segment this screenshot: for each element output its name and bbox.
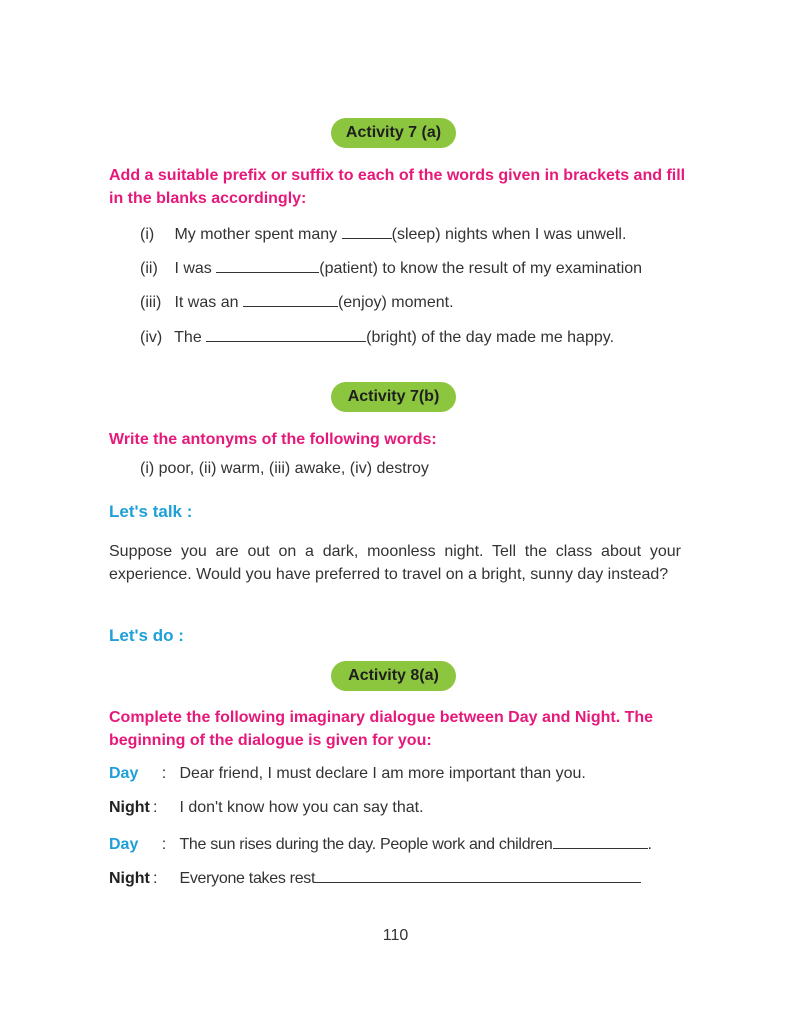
item-text-after: (enjoy) moment. xyxy=(337,294,454,311)
speaker-night: Night xyxy=(109,870,150,887)
fill-blank[interactable] xyxy=(342,224,392,239)
page-number: 110 xyxy=(382,927,409,944)
activity-7a-instruction: Add a suitable prefix or suffix to each of the words given in brackets and fill in the blanks accordingly: xyxy=(109,167,686,207)
item-text-before: The xyxy=(174,329,207,346)
fill-blank[interactable] xyxy=(315,868,641,883)
speaker-colon: : xyxy=(161,836,167,853)
item-text-after: (sleep) nights when I was unwell. xyxy=(391,226,627,243)
item-text-before: My mother spent many xyxy=(174,226,342,243)
antonym-words: (i) poor, (ii) warm, (iii) awake, (iv) destroy xyxy=(140,460,429,477)
dialogue-line-2 xyxy=(109,799,424,817)
activity-7a-item-3 xyxy=(140,292,454,312)
activity-7a-item-1 xyxy=(140,224,626,244)
item-number: (ii) xyxy=(140,260,158,277)
activity-7b-badge: Activity 7(b) xyxy=(331,382,456,412)
activity-7a-item-2 xyxy=(140,258,642,278)
speaker-colon: : xyxy=(153,870,158,887)
item-number: (iii) xyxy=(140,294,162,311)
activity-8a-badge: Activity 8(a) xyxy=(331,661,456,691)
item-text-after: (patient) to know the result of my examination xyxy=(319,260,643,277)
lets-talk-heading: Let's talk : xyxy=(109,502,193,521)
dialogue-text: Dear friend, I must declare I am more important than you. xyxy=(179,765,586,782)
item-number: (iv) xyxy=(140,329,163,346)
dialogue-text: The sun rises during the day. People work and children xyxy=(179,836,553,853)
activity-8a-instruction: Complete the following imaginary dialogue between Day and Night. The beginning of the dialogue is given for you: xyxy=(109,709,654,749)
activity-7b-instruction: Write the antonyms of the following words: xyxy=(109,431,437,448)
lets-talk-paragraph: Suppose you are out on a dark, moonless night. Tell the class about your experience. Would you have preferred to travel on a bright, sunny day instead? xyxy=(109,543,681,583)
item-text-before: I was xyxy=(174,260,217,277)
speaker-colon: : xyxy=(161,765,167,782)
dialogue-tail: . xyxy=(647,836,652,853)
dialogue-text: I don't know how you can say that. xyxy=(179,799,424,816)
speaker-night: Night xyxy=(109,799,150,816)
dialogue-text: Everyone takes rest xyxy=(179,870,316,887)
activity-7a-badge: Activity 7 (a) xyxy=(331,118,456,148)
item-number: (i) xyxy=(140,226,155,243)
dialogue-line-1 xyxy=(109,765,586,783)
activity-7a-item-4 xyxy=(140,327,614,347)
item-text-after: (bright) of the day made me happy. xyxy=(366,329,615,346)
item-text-before: It was an xyxy=(174,294,243,311)
speaker-day: Day xyxy=(109,836,139,853)
fill-blank[interactable] xyxy=(243,292,338,307)
fill-blank[interactable] xyxy=(216,258,319,273)
dialogue-line-3 xyxy=(109,834,652,854)
fill-blank[interactable] xyxy=(553,834,648,849)
lets-do-heading: Let's do : xyxy=(109,626,184,645)
fill-blank[interactable] xyxy=(206,327,366,342)
dialogue-line-4 xyxy=(109,868,641,888)
speaker-day: Day xyxy=(109,765,139,782)
speaker-colon: : xyxy=(153,799,158,816)
